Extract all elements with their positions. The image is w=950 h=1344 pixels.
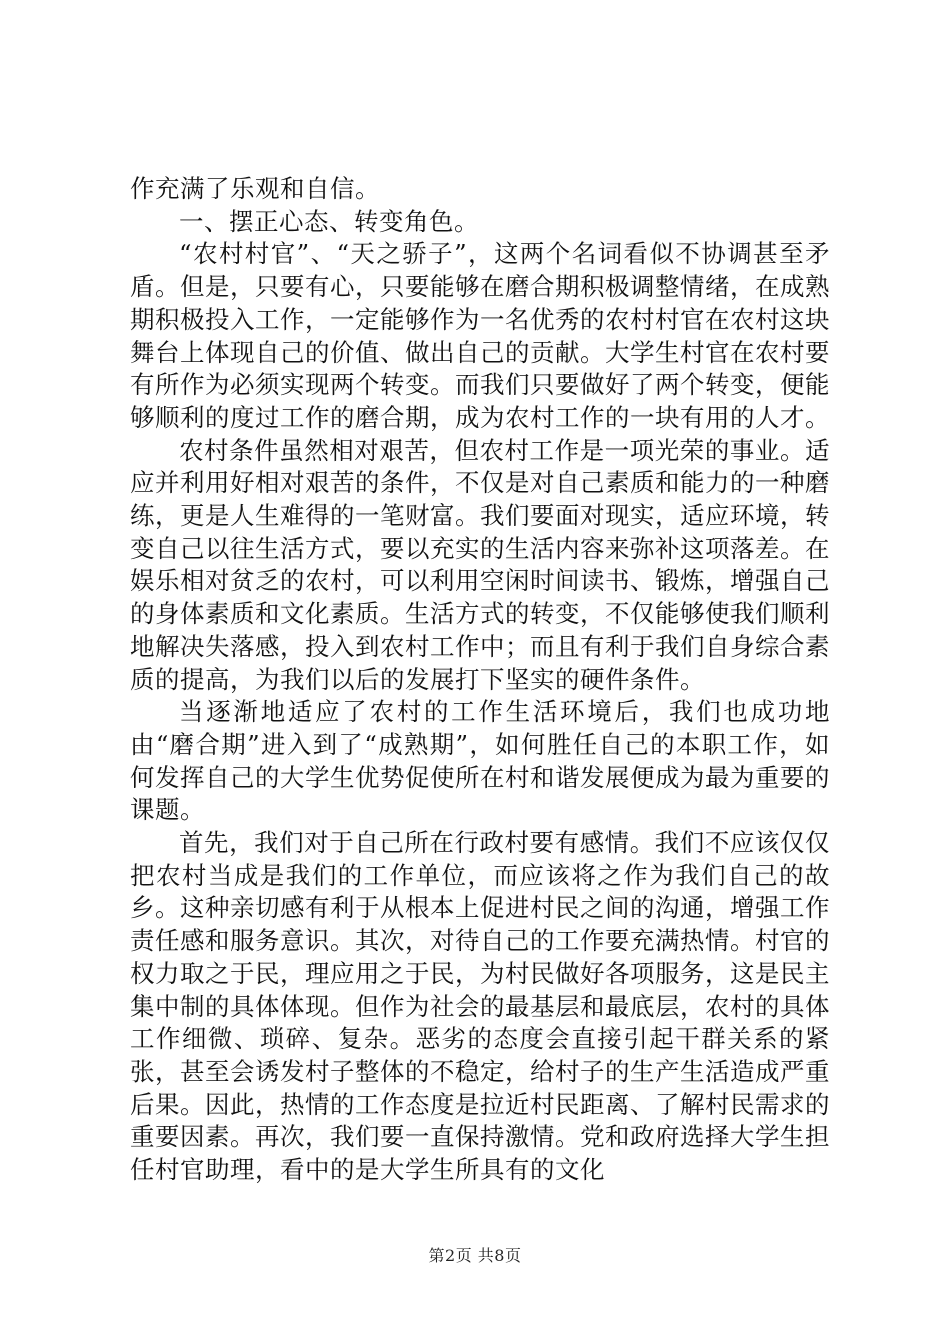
paragraph-attitude: 首先，我们对于自己所在行政村要有感情。我们不应该仅仅把农村当成是我们的工作单位，而应该将之作为我们自己的故乡。这种亲切感有利于从根本上促进村民之间的沟通，增强工作责任感和服务意识。其次，对待自己的工作要充满热情。村官的权力取之于民，理应用之于民，为村民做好各项服务，这是民主集中制的具体体现。但作为社会的最基层和最底层，农村的具体工作细微、琐碎、复杂。恶劣的态度会直接引起干群关系的紧张，甚至会诱发村子整体的不稳定，给村子的生产生活造成严重后果。因此，热情的工作态度是拉近村民距离、了解村民需求的重要因素。再次，我们要一直保持激情。党和政府选择大学生担任村官助理，看中的是大学生所具有的文化 [130, 828, 830, 1185]
paragraph-living-conditions: 农村条件虽然相对艰苦，但农村工作是一项光荣的事业。适应并利用好相对艰苦的条件，不仅是对自己素质和能力的一种磨练，更是人生难得的一笔财富。我们要面对现实，适应环境，转变自己以往生活方式，要以充实的生活内容来弥补这项落差。在娱乐相对贫乏的农村，可以利用空闲时间读书、锻炼，增强自己的身体素质和文化素质。生活方式的转变，不仅能够使我们顺利地解决失落感，投入到农村工作中；而且有利于我们自身综合素质的提高，为我们以后的发展打下坚实的硬件条件。 [130, 435, 830, 694]
paragraph-mature-period: 当逐渐地适应了农村的工作生活环境后，我们也成功地由“磨合期”进入到了“成熟期”，如何胜任自己的本职工作，如何发挥自己的大学生优势促使所在村和谐发展便成为最为重要的课题。 [130, 697, 830, 825]
paragraph-continuation: 作充满了乐观和自信。 [130, 174, 380, 203]
document-body [130, 173, 830, 1187]
section-heading: 一、摆正心态、转变角色。 [179, 206, 479, 236]
page-number-footer: 第2页 共8页 [428, 1246, 522, 1265]
paragraph-role-change: “农村村官”、“天之骄子”，这两个名词看似不协调甚至矛盾。但是，只要有心，只要能够在磨合期积极调整情绪，在成熟期积极投入工作，一定能够作为一名优秀的农村村官在农村这块舞台上体现自己的价值、做出自己的贡献。大学生村官在农村要有所作为必须实现两个转变。而我们只要做好了两个转变，便能够顺利的度过工作的磨合期，成为农村工作的一块有用的人才。 [130, 239, 830, 432]
